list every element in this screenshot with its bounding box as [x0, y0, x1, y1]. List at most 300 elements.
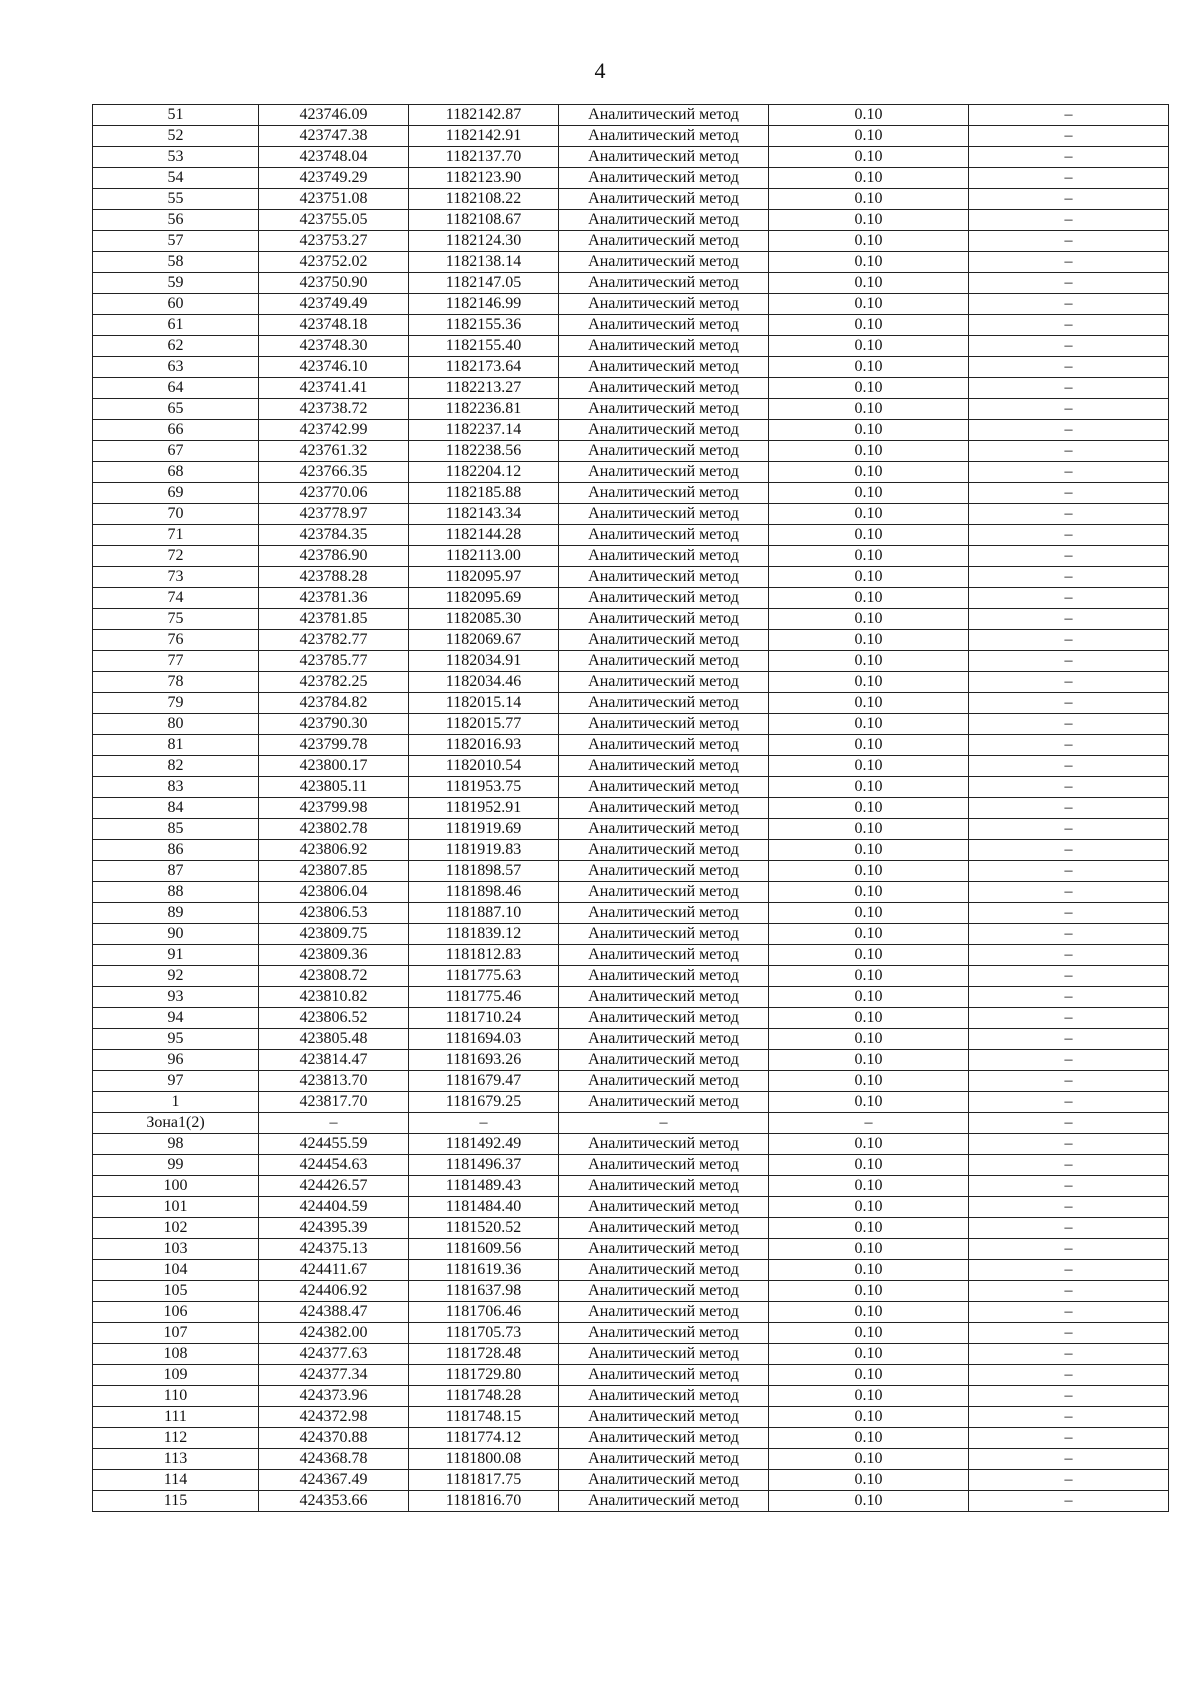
x-coordinate-cell: 423778.97 — [259, 504, 409, 525]
method-cell: Аналитический метод — [559, 273, 769, 294]
method-cell: Аналитический метод — [559, 483, 769, 504]
accuracy-cell: 0.10 — [769, 1155, 969, 1176]
accuracy-cell: 0.10 — [769, 210, 969, 231]
table-row — [93, 525, 1169, 546]
point-number-cell: 62 — [93, 336, 259, 357]
table-row — [93, 462, 1169, 483]
method-cell: Аналитический метод — [559, 168, 769, 189]
notes-cell: – — [969, 1386, 1169, 1407]
y-coordinate-cell: 1181609.56 — [409, 1239, 559, 1260]
x-coordinate-cell: 423806.04 — [259, 882, 409, 903]
y-coordinate-cell: 1181748.28 — [409, 1386, 559, 1407]
x-coordinate-cell: 423810.82 — [259, 987, 409, 1008]
x-coordinate-cell: 423814.47 — [259, 1050, 409, 1071]
x-coordinate-cell: 423802.78 — [259, 819, 409, 840]
accuracy-cell: 0.10 — [769, 231, 969, 252]
table-row — [93, 1281, 1169, 1302]
method-cell: Аналитический метод — [559, 1344, 769, 1365]
point-number-cell: 87 — [93, 861, 259, 882]
y-coordinate-cell: 1181489.43 — [409, 1176, 559, 1197]
method-cell: Аналитический метод — [559, 1323, 769, 1344]
x-coordinate-cell: 423806.52 — [259, 1008, 409, 1029]
method-cell: Аналитический метод — [559, 1134, 769, 1155]
point-number-cell: 60 — [93, 294, 259, 315]
accuracy-cell: 0.10 — [769, 147, 969, 168]
point-number-cell: 58 — [93, 252, 259, 273]
y-coordinate-cell: 1182069.67 — [409, 630, 559, 651]
point-number-cell: 76 — [93, 630, 259, 651]
method-cell: Аналитический метод — [559, 504, 769, 525]
notes-cell: – — [969, 294, 1169, 315]
point-number-cell: 1 — [93, 1092, 259, 1113]
accuracy-cell: 0.10 — [769, 1386, 969, 1407]
table-row — [93, 1197, 1169, 1218]
y-coordinate-cell: 1182034.91 — [409, 651, 559, 672]
point-number-cell: 105 — [93, 1281, 259, 1302]
x-coordinate-cell: 423761.32 — [259, 441, 409, 462]
x-coordinate-cell: 423782.25 — [259, 672, 409, 693]
notes-cell: – — [969, 210, 1169, 231]
y-coordinate-cell: 1182138.14 — [409, 252, 559, 273]
y-coordinate-cell: 1182016.93 — [409, 735, 559, 756]
method-cell: Аналитический метод — [559, 1029, 769, 1050]
x-coordinate-cell: 423786.90 — [259, 546, 409, 567]
method-cell: Аналитический метод — [559, 924, 769, 945]
notes-cell: – — [969, 861, 1169, 882]
accuracy-cell: 0.10 — [769, 1491, 969, 1512]
accuracy-cell: 0.10 — [769, 1365, 969, 1386]
point-number-cell: 109 — [93, 1365, 259, 1386]
accuracy-cell: 0.10 — [769, 1260, 969, 1281]
table-row — [93, 231, 1169, 252]
method-cell: – — [559, 1113, 769, 1134]
table-row — [93, 630, 1169, 651]
point-number-cell: 91 — [93, 945, 259, 966]
notes-cell: – — [969, 189, 1169, 210]
method-cell: Аналитический метод — [559, 189, 769, 210]
y-coordinate-cell: 1182010.54 — [409, 756, 559, 777]
notes-cell: – — [969, 1491, 1169, 1512]
table-row — [93, 1344, 1169, 1365]
table-row — [93, 399, 1169, 420]
notes-cell: – — [969, 651, 1169, 672]
table-row — [93, 1260, 1169, 1281]
point-number-cell: 56 — [93, 210, 259, 231]
table-row — [93, 1449, 1169, 1470]
table-row — [93, 441, 1169, 462]
x-coordinate-cell: 423806.53 — [259, 903, 409, 924]
x-coordinate-cell: 423748.04 — [259, 147, 409, 168]
method-cell: Аналитический метод — [559, 1365, 769, 1386]
method-cell: Аналитический метод — [559, 1302, 769, 1323]
x-coordinate-cell: 423748.30 — [259, 336, 409, 357]
accuracy-cell: 0.10 — [769, 294, 969, 315]
notes-cell: – — [969, 1365, 1169, 1386]
method-cell: Аналитический метод — [559, 315, 769, 336]
accuracy-cell: 0.10 — [769, 693, 969, 714]
accuracy-cell: 0.10 — [769, 567, 969, 588]
point-number-cell: 77 — [93, 651, 259, 672]
x-coordinate-cell: 423738.72 — [259, 399, 409, 420]
accuracy-cell: 0.10 — [769, 1071, 969, 1092]
x-coordinate-cell: 423809.36 — [259, 945, 409, 966]
notes-cell: – — [969, 903, 1169, 924]
x-coordinate-cell: 424377.34 — [259, 1365, 409, 1386]
method-cell: Аналитический метод — [559, 987, 769, 1008]
point-number-cell: 93 — [93, 987, 259, 1008]
y-coordinate-cell: 1181839.12 — [409, 924, 559, 945]
point-number-cell: 90 — [93, 924, 259, 945]
method-cell: Аналитический метод — [559, 147, 769, 168]
table-row — [93, 651, 1169, 672]
point-number-cell: 113 — [93, 1449, 259, 1470]
x-coordinate-cell: 423799.98 — [259, 798, 409, 819]
accuracy-cell: 0.10 — [769, 777, 969, 798]
y-coordinate-cell: 1182015.14 — [409, 693, 559, 714]
method-cell: Аналитический метод — [559, 861, 769, 882]
table-row — [93, 1092, 1169, 1113]
accuracy-cell: 0.10 — [769, 1008, 969, 1029]
accuracy-cell: 0.10 — [769, 273, 969, 294]
x-coordinate-cell: 423766.35 — [259, 462, 409, 483]
x-coordinate-cell: 423805.48 — [259, 1029, 409, 1050]
notes-cell: – — [969, 483, 1169, 504]
method-cell: Аналитический метод — [559, 210, 769, 231]
table-row — [93, 1218, 1169, 1239]
notes-cell: – — [969, 504, 1169, 525]
notes-cell: – — [969, 1470, 1169, 1491]
point-number-cell: 79 — [93, 693, 259, 714]
y-coordinate-cell: 1182142.87 — [409, 105, 559, 126]
point-number-cell: 68 — [93, 462, 259, 483]
point-number-cell: Зона1(2) — [93, 1113, 259, 1134]
table-row — [93, 336, 1169, 357]
point-number-cell: 80 — [93, 714, 259, 735]
accuracy-cell: 0.10 — [769, 1176, 969, 1197]
point-number-cell: 88 — [93, 882, 259, 903]
point-number-cell: 103 — [93, 1239, 259, 1260]
point-number-cell: 59 — [93, 273, 259, 294]
method-cell: Аналитический метод — [559, 252, 769, 273]
method-cell: Аналитический метод — [559, 1407, 769, 1428]
x-coordinate-cell: 424353.66 — [259, 1491, 409, 1512]
y-coordinate-cell: 1182185.88 — [409, 483, 559, 504]
y-coordinate-cell: 1181887.10 — [409, 903, 559, 924]
table-row — [93, 840, 1169, 861]
table-row — [93, 1365, 1169, 1386]
x-coordinate-cell: 424455.59 — [259, 1134, 409, 1155]
table-row — [93, 420, 1169, 441]
x-coordinate-cell: 423753.27 — [259, 231, 409, 252]
table-row — [93, 966, 1169, 987]
y-coordinate-cell: 1182237.14 — [409, 420, 559, 441]
x-coordinate-cell: 423749.29 — [259, 168, 409, 189]
table-row — [93, 210, 1169, 231]
accuracy-cell: 0.10 — [769, 588, 969, 609]
x-coordinate-cell: 423782.77 — [259, 630, 409, 651]
y-coordinate-cell: 1181748.15 — [409, 1407, 559, 1428]
y-coordinate-cell: 1181693.26 — [409, 1050, 559, 1071]
y-coordinate-cell: 1182095.69 — [409, 588, 559, 609]
table-row — [93, 1323, 1169, 1344]
table-row — [93, 588, 1169, 609]
notes-cell: – — [969, 399, 1169, 420]
y-coordinate-cell: 1181679.25 — [409, 1092, 559, 1113]
accuracy-cell: 0.10 — [769, 840, 969, 861]
y-coordinate-cell: 1181637.98 — [409, 1281, 559, 1302]
notes-cell: – — [969, 987, 1169, 1008]
point-number-cell: 92 — [93, 966, 259, 987]
x-coordinate-cell: 424370.88 — [259, 1428, 409, 1449]
x-coordinate-cell: 423748.18 — [259, 315, 409, 336]
accuracy-cell: 0.10 — [769, 189, 969, 210]
notes-cell: – — [969, 630, 1169, 651]
notes-cell: – — [969, 924, 1169, 945]
accuracy-cell: 0.10 — [769, 1344, 969, 1365]
accuracy-cell: 0.10 — [769, 483, 969, 504]
point-number-cell: 98 — [93, 1134, 259, 1155]
method-cell: Аналитический метод — [559, 609, 769, 630]
notes-cell: – — [969, 315, 1169, 336]
table-row — [93, 189, 1169, 210]
notes-cell: – — [969, 1134, 1169, 1155]
method-cell: Аналитический метод — [559, 714, 769, 735]
method-cell: Аналитический метод — [559, 1050, 769, 1071]
point-number-cell: 78 — [93, 672, 259, 693]
accuracy-cell: 0.10 — [769, 1239, 969, 1260]
accuracy-cell: 0.10 — [769, 987, 969, 1008]
x-coordinate-cell: 423799.78 — [259, 735, 409, 756]
method-cell: Аналитический метод — [559, 1008, 769, 1029]
method-cell: Аналитический метод — [559, 756, 769, 777]
table-row — [93, 1050, 1169, 1071]
point-number-cell: 110 — [93, 1386, 259, 1407]
notes-cell: – — [969, 273, 1169, 294]
table-row — [93, 861, 1169, 882]
point-number-cell: 70 — [93, 504, 259, 525]
method-cell: Аналитический метод — [559, 1155, 769, 1176]
notes-cell: – — [969, 1092, 1169, 1113]
point-number-cell: 85 — [93, 819, 259, 840]
notes-cell: – — [969, 609, 1169, 630]
y-coordinate-cell: 1181484.40 — [409, 1197, 559, 1218]
method-cell: Аналитический метод — [559, 378, 769, 399]
y-coordinate-cell: 1182204.12 — [409, 462, 559, 483]
table-row — [93, 105, 1169, 126]
method-cell: Аналитический метод — [559, 1470, 769, 1491]
method-cell: Аналитический метод — [559, 630, 769, 651]
point-number-cell: 94 — [93, 1008, 259, 1029]
y-coordinate-cell: 1182113.00 — [409, 546, 559, 567]
y-coordinate-cell: 1181710.24 — [409, 1008, 559, 1029]
point-number-cell: 55 — [93, 189, 259, 210]
notes-cell: – — [969, 1323, 1169, 1344]
x-coordinate-cell: 424404.59 — [259, 1197, 409, 1218]
accuracy-cell: 0.10 — [769, 378, 969, 399]
method-cell: Аналитический метод — [559, 357, 769, 378]
notes-cell: – — [969, 1407, 1169, 1428]
accuracy-cell: 0.10 — [769, 630, 969, 651]
accuracy-cell: 0.10 — [769, 714, 969, 735]
table-row — [93, 672, 1169, 693]
notes-cell: – — [969, 672, 1169, 693]
y-coordinate-cell: 1181729.80 — [409, 1365, 559, 1386]
notes-cell: – — [969, 462, 1169, 483]
accuracy-cell: 0.10 — [769, 1029, 969, 1050]
notes-cell: – — [969, 735, 1169, 756]
table-row — [93, 756, 1169, 777]
point-number-cell: 52 — [93, 126, 259, 147]
x-coordinate-cell: 424454.63 — [259, 1155, 409, 1176]
table-row — [93, 1407, 1169, 1428]
notes-cell: – — [969, 1113, 1169, 1134]
notes-cell: – — [969, 1176, 1169, 1197]
notes-cell: – — [969, 798, 1169, 819]
method-cell: Аналитический метод — [559, 588, 769, 609]
point-number-cell: 108 — [93, 1344, 259, 1365]
accuracy-cell: 0.10 — [769, 735, 969, 756]
table-row — [93, 126, 1169, 147]
notes-cell: – — [969, 1008, 1169, 1029]
method-cell: Аналитический метод — [559, 1428, 769, 1449]
method-cell: Аналитический метод — [559, 1260, 769, 1281]
method-cell: Аналитический метод — [559, 399, 769, 420]
y-coordinate-cell: 1182238.56 — [409, 441, 559, 462]
y-coordinate-cell: 1182015.77 — [409, 714, 559, 735]
table-row — [93, 294, 1169, 315]
y-coordinate-cell: 1181520.52 — [409, 1218, 559, 1239]
x-coordinate-cell: 424377.63 — [259, 1344, 409, 1365]
y-coordinate-cell: 1181953.75 — [409, 777, 559, 798]
accuracy-cell: 0.10 — [769, 651, 969, 672]
method-cell: Аналитический метод — [559, 672, 769, 693]
accuracy-cell: 0.10 — [769, 1323, 969, 1344]
accuracy-cell: 0.10 — [769, 504, 969, 525]
point-number-cell: 51 — [93, 105, 259, 126]
y-coordinate-cell: 1182144.28 — [409, 525, 559, 546]
x-coordinate-cell: – — [259, 1113, 409, 1134]
notes-cell: – — [969, 525, 1169, 546]
table-row — [93, 924, 1169, 945]
table-row — [93, 1155, 1169, 1176]
table-row — [93, 903, 1169, 924]
accuracy-cell: 0.10 — [769, 924, 969, 945]
method-cell: Аналитический метод — [559, 336, 769, 357]
point-number-cell: 101 — [93, 1197, 259, 1218]
notes-cell: – — [969, 1239, 1169, 1260]
y-coordinate-cell: 1181492.49 — [409, 1134, 559, 1155]
y-coordinate-cell: 1182095.97 — [409, 567, 559, 588]
method-cell: Аналитический метод — [559, 693, 769, 714]
x-coordinate-cell: 424406.92 — [259, 1281, 409, 1302]
accuracy-cell: 0.10 — [769, 126, 969, 147]
accuracy-cell: 0.10 — [769, 462, 969, 483]
notes-cell: – — [969, 1302, 1169, 1323]
accuracy-cell: 0.10 — [769, 798, 969, 819]
notes-cell: – — [969, 567, 1169, 588]
notes-cell: – — [969, 1197, 1169, 1218]
x-coordinate-cell: 424375.13 — [259, 1239, 409, 1260]
table-row — [93, 1470, 1169, 1491]
x-coordinate-cell: 424388.47 — [259, 1302, 409, 1323]
accuracy-cell: 0.10 — [769, 1197, 969, 1218]
notes-cell: – — [969, 714, 1169, 735]
coordinates-table — [92, 104, 1169, 1512]
accuracy-cell: 0.10 — [769, 756, 969, 777]
method-cell: Аналитический метод — [559, 1386, 769, 1407]
x-coordinate-cell: 423800.17 — [259, 756, 409, 777]
notes-cell: – — [969, 231, 1169, 252]
accuracy-cell: 0.10 — [769, 1092, 969, 1113]
accuracy-cell: 0.10 — [769, 1050, 969, 1071]
point-number-cell: 102 — [93, 1218, 259, 1239]
table-row — [93, 1491, 1169, 1512]
method-cell: Аналитический метод — [559, 1218, 769, 1239]
accuracy-cell: 0.10 — [769, 882, 969, 903]
notes-cell: – — [969, 420, 1169, 441]
notes-cell: – — [969, 336, 1169, 357]
accuracy-cell: 0.10 — [769, 315, 969, 336]
method-cell: Аналитический метод — [559, 294, 769, 315]
table-row — [93, 168, 1169, 189]
point-number-cell: 54 — [93, 168, 259, 189]
method-cell: Аналитический метод — [559, 1197, 769, 1218]
point-number-cell: 69 — [93, 483, 259, 504]
notes-cell: – — [969, 777, 1169, 798]
accuracy-cell: 0.10 — [769, 861, 969, 882]
method-cell: Аналитический метод — [559, 1176, 769, 1197]
x-coordinate-cell: 424411.67 — [259, 1260, 409, 1281]
notes-cell: – — [969, 1449, 1169, 1470]
accuracy-cell: 0.10 — [769, 420, 969, 441]
point-number-cell: 84 — [93, 798, 259, 819]
x-coordinate-cell: 424367.49 — [259, 1470, 409, 1491]
table-row — [93, 609, 1169, 630]
method-cell: Аналитический метод — [559, 231, 769, 252]
accuracy-cell: 0.10 — [769, 609, 969, 630]
point-number-cell: 96 — [93, 1050, 259, 1071]
table-row — [93, 819, 1169, 840]
zone-row — [93, 1113, 1169, 1134]
method-cell: Аналитический метод — [559, 777, 769, 798]
table-row — [93, 252, 1169, 273]
y-coordinate-cell: 1181816.70 — [409, 1491, 559, 1512]
y-coordinate-cell: 1182142.91 — [409, 126, 559, 147]
table-row — [93, 945, 1169, 966]
point-number-cell: 66 — [93, 420, 259, 441]
table-row — [93, 1428, 1169, 1449]
x-coordinate-cell: 423784.82 — [259, 693, 409, 714]
notes-cell: – — [969, 819, 1169, 840]
method-cell: Аналитический метод — [559, 651, 769, 672]
notes-cell: – — [969, 1155, 1169, 1176]
accuracy-cell: 0.10 — [769, 1302, 969, 1323]
y-coordinate-cell: 1181775.46 — [409, 987, 559, 1008]
point-number-cell: 83 — [93, 777, 259, 798]
x-coordinate-cell: 423752.02 — [259, 252, 409, 273]
point-number-cell: 71 — [93, 525, 259, 546]
notes-cell: – — [969, 1260, 1169, 1281]
table-row — [93, 714, 1169, 735]
notes-cell: – — [969, 756, 1169, 777]
method-cell: Аналитический метод — [559, 1281, 769, 1302]
method-cell: Аналитический метод — [559, 840, 769, 861]
point-number-cell: 95 — [93, 1029, 259, 1050]
notes-cell: – — [969, 147, 1169, 168]
accuracy-cell: 0.10 — [769, 1281, 969, 1302]
notes-cell: – — [969, 105, 1169, 126]
y-coordinate-cell: 1181619.36 — [409, 1260, 559, 1281]
